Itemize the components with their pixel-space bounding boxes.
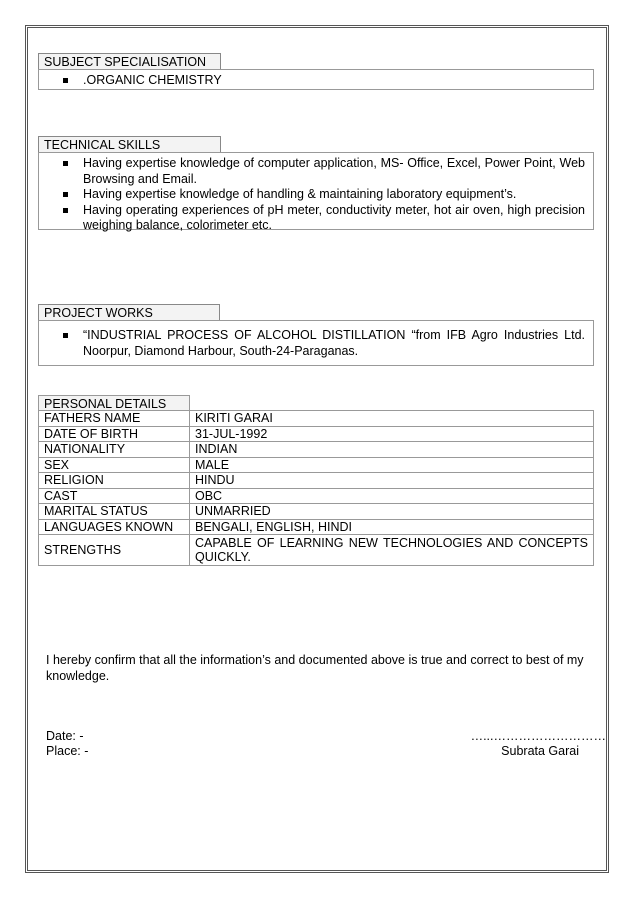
bullet-icon xyxy=(63,208,68,213)
row-value: UNMARRIED xyxy=(190,504,594,520)
row-label: STRENGTHS xyxy=(39,535,190,566)
row-label: DATE OF BIRTH xyxy=(39,426,190,442)
table-row xyxy=(39,504,594,520)
row-label: SEX xyxy=(39,457,190,473)
table-row xyxy=(39,426,594,442)
subject-specialisation-heading: SUBJECT SPECIALISATION xyxy=(38,53,221,70)
row-value: OBC xyxy=(190,488,594,504)
signature-name: Subrata Garai xyxy=(501,744,579,758)
bullet-icon xyxy=(63,161,68,166)
list-item: “INDUSTRIAL PROCESS OF ALCOHOL DISTILLATION “from IFB Agro Industries Ltd. Noorpur, Diamond Harbour, South-24-Paraganas. xyxy=(63,328,585,359)
list-item: Having expertise knowledge of handling & maintaining laboratory equipment’s. xyxy=(63,187,585,203)
row-label: FATHERS NAME xyxy=(39,411,190,427)
row-label: LANGUAGES KNOWN xyxy=(39,519,190,535)
row-value: 31-JUL-1992 xyxy=(190,426,594,442)
row-value: KIRITI GARAI xyxy=(190,411,594,427)
place-label: Place: - xyxy=(46,744,89,758)
date-label: Date: - xyxy=(46,729,84,743)
list-item: .ORGANIC CHEMISTRY xyxy=(63,73,585,89)
table-row xyxy=(39,519,594,535)
table-row xyxy=(39,442,594,458)
project-works-heading: PROJECT WORKS xyxy=(38,304,220,321)
project-works-box xyxy=(38,320,594,366)
table-row xyxy=(39,457,594,473)
row-value: CAPABLE OF LEARNING NEW TECHNOLOGIES AND CONCEPTS QUICKLY. xyxy=(190,535,594,566)
declaration-text: I hereby confirm that all the information’s and documented above is true and correct to best of my knowledge. xyxy=(46,653,584,683)
subject-specialisation-box xyxy=(38,69,594,90)
row-value: HINDU xyxy=(190,473,594,489)
table-row xyxy=(39,488,594,504)
bullet-icon xyxy=(63,78,68,83)
list-item: Having operating experiences of pH meter, conductivity meter, hot air oven, high precision weighing balance, colorimeter etc. xyxy=(63,203,585,234)
table-row xyxy=(39,535,594,566)
technical-skills-box xyxy=(38,152,594,230)
list-item: Having expertise knowledge of computer application, MS- Office, Excel, Power Point, Web Browsing and Email. xyxy=(63,156,585,187)
table-row xyxy=(39,411,594,427)
bullet-icon xyxy=(63,333,68,338)
personal-details-table xyxy=(38,410,594,566)
technical-skills-heading: TECHNICAL SKILLS xyxy=(38,136,221,153)
row-value: BENGALI, ENGLISH, HINDI xyxy=(190,519,594,535)
table-row xyxy=(39,473,594,489)
row-label: NATIONALITY xyxy=(39,442,190,458)
row-value: INDIAN xyxy=(190,442,594,458)
bullet-icon xyxy=(63,192,68,197)
personal-details-heading: PERSONAL DETAILS xyxy=(38,395,190,411)
signature-line: …...……………………… xyxy=(470,729,606,743)
row-value: MALE xyxy=(190,457,594,473)
row-label: RELIGION xyxy=(39,473,190,489)
row-label: CAST xyxy=(39,488,190,504)
row-label: MARITAL STATUS xyxy=(39,504,190,520)
